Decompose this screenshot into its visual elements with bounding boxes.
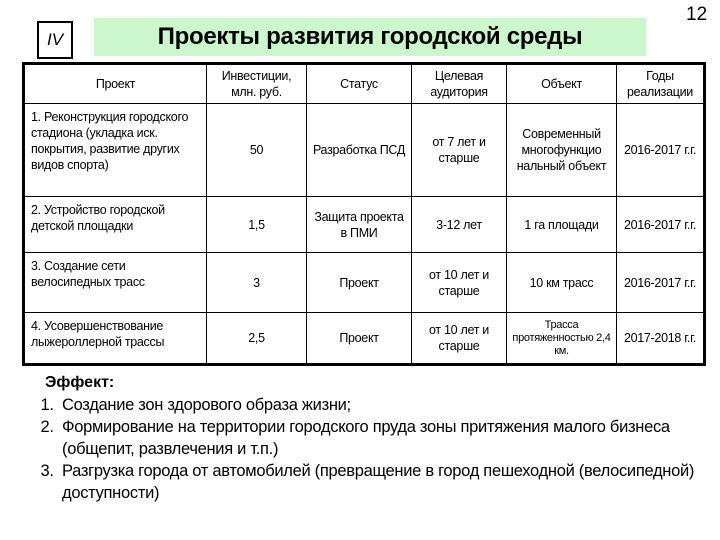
page-number: 12 (686, 4, 708, 25)
cell-years: 2017-2018 г.г. (617, 313, 705, 365)
cell-investment: 2,5 (207, 313, 307, 365)
cell-status: Защита проекта в ПМИ (307, 197, 412, 253)
cell-investment: 1,5 (207, 197, 307, 253)
table-row (24, 197, 705, 253)
cell-project: 3. Создание сети велосипедных трасс (24, 253, 207, 313)
cell-audience: от 10 лет и старше (412, 253, 507, 313)
cell-project: 4. Усовершенствование лыжероллерной трассы (24, 313, 207, 365)
cell-audience: от 10 лет и старше (412, 313, 507, 365)
cell-object: Современный многофункцио нальный объект (507, 104, 617, 197)
cell-audience: 3-12 лет (412, 197, 507, 253)
effect-item: 1. Создание зон здорового образа жизни; (58, 394, 718, 416)
cell-investment: 50 (207, 104, 307, 197)
table-row (24, 313, 705, 365)
section-label: IV (37, 21, 73, 59)
cell-status: Проект (307, 253, 412, 313)
cell-years: 2016-2017 г.г. (617, 104, 705, 197)
table-row (24, 104, 705, 197)
effect-item: 3. Разгрузка города от автомобилей (превращение в город пешеходной (велосипедной) доступности) (58, 460, 718, 504)
cell-object: 10 км трасс (507, 253, 617, 313)
table-header-row (24, 64, 705, 104)
header-years: Годы реализации (617, 64, 705, 104)
cell-status: Разработка ПСД (307, 104, 412, 197)
header-project: Проект (24, 64, 207, 104)
cell-project: 1. Реконструкция городского стадиона (укладка иск. покрытия, развитие других видов спорта) (24, 104, 207, 197)
effect-label: Эффект: (45, 374, 115, 391)
header-audience: Целевая аудитория (412, 64, 507, 104)
cell-investment: 3 (207, 253, 307, 313)
page-title: Проекты развития городской среды (94, 18, 646, 56)
effect-list (30, 394, 718, 504)
cell-years: 2016-2017 г.г. (617, 253, 705, 313)
header-object: Объект (507, 64, 617, 104)
cell-years: 2016-2017 г.г. (617, 197, 705, 253)
cell-object: 1 га площади (507, 197, 617, 253)
header-investment: Инвестиции, млн. руб. (207, 64, 307, 104)
table-row (24, 253, 705, 313)
cell-object: Трасса протяженностью 2,4 км. (507, 313, 617, 365)
cell-audience: от 7 лет и старше (412, 104, 507, 197)
cell-project: 2. Устройство городской детской площадки (24, 197, 207, 253)
cell-status: Проект (307, 313, 412, 365)
projects-table (22, 62, 706, 366)
header-status: Статус (307, 64, 412, 104)
effect-item: 2. Формирование на территории городского пруда зоны притяжения малого бизнеса (общепит, развлечения и т.п.) (58, 416, 718, 460)
